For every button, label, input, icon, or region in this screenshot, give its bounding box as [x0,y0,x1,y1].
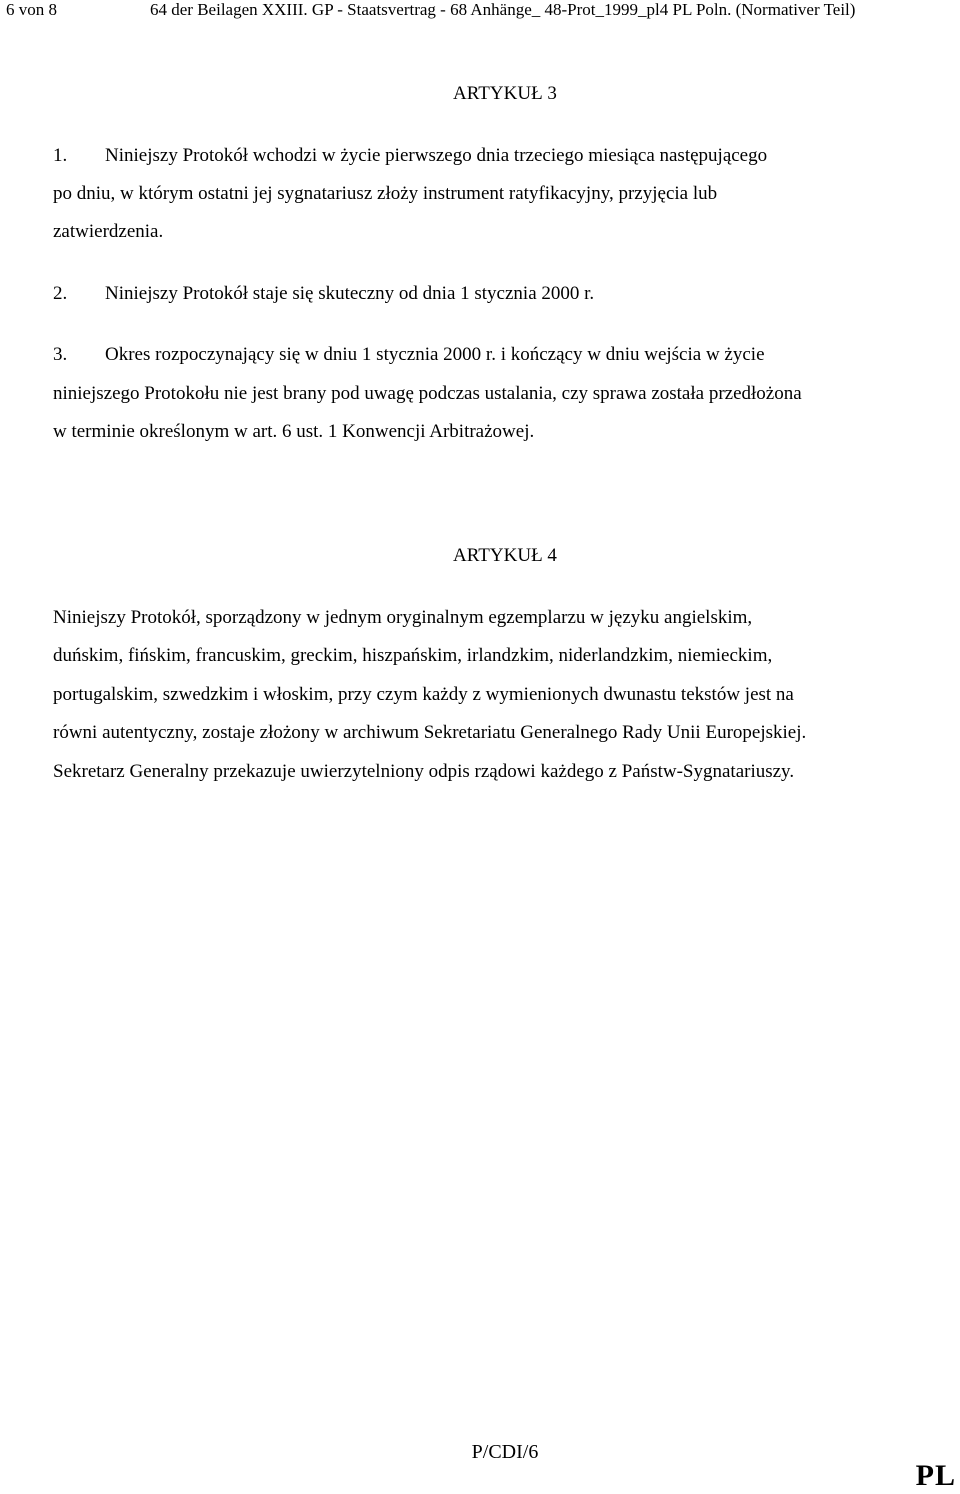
paragraph-number: 3. [53,344,68,365]
paragraph-text: Niniejszy Protokół staje się skuteczny od dnia 1 stycznia 2000 r. [105,283,595,304]
article-3-paragraph-3-line-3: w terminie określonym w art. 6 ust. 1 Konwencji Arbitrażowej. [53,421,535,442]
footer-document-code: P/CDI/6 [471,1441,539,1463]
article-3-paragraph-2 [53,283,594,305]
article-3-heading: ARTYKUŁ 3 [453,83,557,104]
footer-language-code: PL [915,1459,956,1492]
paragraph-text: Okres rozpoczynający się w dniu 1 stycznia 2000 r. i kończący w dniu wejścia w życie [105,344,765,365]
paragraph-number: 2. [53,283,68,304]
article-4-line-3: portugalskim, szwedzkim i włoskim, przy czym każdy z wymienionych dwunastu tekstów jest na [53,684,794,705]
article-3-paragraph-1-line-2: po dniu, w którym ostatni jej sygnatariusz złoży instrument ratyfikacyjny, przyjęcia lub [53,183,718,204]
paragraph-text: Niniejszy Protokół wchodzi w życie pierwszego dnia trzeciego miesiąca następującego [105,145,768,166]
article-3-paragraph-3-line-2: niniejszego Protokołu nie jest brany pod uwagę podczas ustalania, czy sprawa została przedłożona [53,383,802,404]
document-title-header: 64 der Beilagen XXIII. GP - Staatsvertrag - 68 Anhänge_ 48-Prot_1999_pl4 PL Poln. (Normativer Teil) [150,0,856,19]
article-4-line-5: Sekretarz Generalny przekazuje uwierzytelniony odpis rządowi każdego z Państw-Sygnatariuszy. [53,761,795,782]
article-3-paragraph-1-line-3: zatwierdzenia. [53,221,164,242]
article-3-paragraph-1-line-1 [53,145,767,167]
page-number-header: 6 von 8 [6,0,57,19]
paragraph-number: 1. [53,145,68,166]
article-3-paragraph-3-line-1 [53,344,765,366]
article-4-line-2: duńskim, fińskim, francuskim, greckim, hiszpańskim, irlandzkim, niderlandzkim, niemieckim, [53,645,773,666]
article-4-line-1: Niniejszy Protokół, sporządzony w jednym oryginalnym egzemplarzu w języku angielskim, [53,607,753,628]
article-4-line-4: równi autentyczny, zostaje złożony w archiwum Sekretariatu Generalnego Rady Unii Europejskiej. [53,722,807,743]
article-4-heading: ARTYKUŁ 4 [453,545,557,566]
